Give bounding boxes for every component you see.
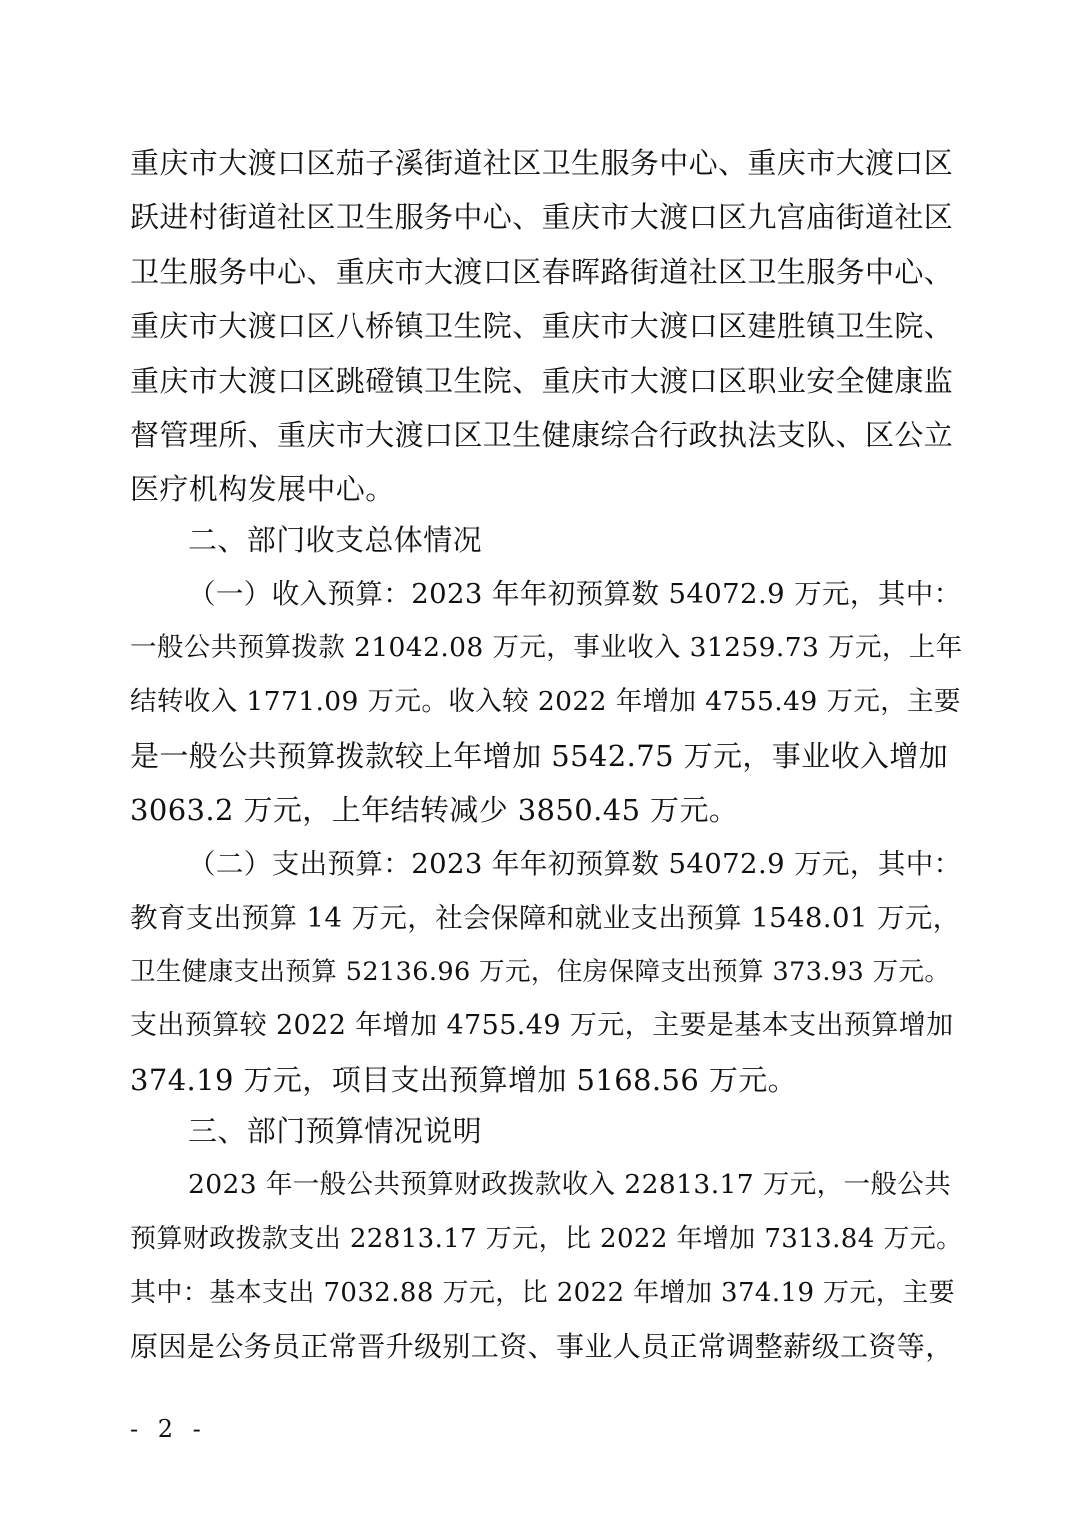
body-text-line: 重庆市大渡口区茄子溪街道社区卫生服务中心、重庆市大渡口区 bbox=[130, 146, 954, 180]
subsection-paragraph-start: （二）支出预算：2023 年年初预算数 54072.9 万元，其中： bbox=[188, 848, 962, 880]
body-text-line: 卫生健康支出预算 52136.96 万元，住房保障支出预算 373.93 万元。 bbox=[130, 957, 951, 987]
body-text-line: 3063.2 万元，上年结转减少 3850.45 万元。 bbox=[130, 793, 739, 827]
body-text-line: 重庆市大渡口区八桥镇卫生院、重庆市大渡口区建胜镇卫生院、 bbox=[130, 309, 954, 343]
body-text-line: 医疗机构发展中心。 bbox=[130, 472, 395, 506]
body-text-line: 支出预算较 2022 年增加 4755.49 万元，主要是基本支出预算增加 bbox=[130, 1010, 954, 1041]
body-text-line: 原因是公务员正常晋升级别工资、事业人员正常调整薪级工资等， bbox=[130, 1330, 954, 1363]
body-text-line: 374.19 万元，项目支出预算增加 5168.56 万元。 bbox=[130, 1063, 798, 1097]
body-text-line: 结转收入 1771.09 万元。收入较 2022 年增加 4755.49 万元，主要 bbox=[130, 686, 961, 717]
subsection-paragraph-start: （一）收入预算：2023 年年初预算数 54072.9 万元，其中： bbox=[188, 578, 962, 610]
body-text-line: 卫生服务中心、重庆市大渡口区春晖路街道社区卫生服务中心、 bbox=[130, 255, 954, 289]
body-text-line: 其中：基本支出 7032.88 万元，比 2022 年增加 374.19 万元，主要 bbox=[130, 1278, 956, 1308]
body-text-line: 教育支出预算 14 万元，社会保障和就业支出预算 1548.01 万元， bbox=[130, 902, 961, 934]
page-number: - 2 - bbox=[130, 1415, 207, 1443]
paragraph-start: 2023 年一般公共预算财政拨款收入 22813.17 万元，一般公共 bbox=[188, 1169, 952, 1200]
body-text-line: 一般公共预算拨款 21042.08 万元，事业收入 31259.73 万元，上年 bbox=[130, 632, 963, 663]
body-text-line: 督管理所、重庆市大渡口区卫生健康综合行政执法支队、区公立 bbox=[130, 418, 954, 452]
body-text-line: 是一般公共预算拨款较上年增加 5542.75 万元，事业收入增加 bbox=[130, 739, 949, 773]
section-heading: 三、部门预算情况说明 bbox=[188, 1114, 483, 1148]
body-text-line: 预算财政拨款支出 22813.17 万元，比 2022 年增加 7313.84 万元。 bbox=[130, 1224, 963, 1254]
section-heading: 二、部门收支总体情况 bbox=[188, 523, 483, 557]
body-text-line: 重庆市大渡口区跳磴镇卫生院、重庆市大渡口区职业安全健康监 bbox=[130, 364, 954, 398]
body-text-line: 跃进村街道社区卫生服务中心、重庆市大渡口区九宫庙街道社区 bbox=[130, 200, 954, 234]
